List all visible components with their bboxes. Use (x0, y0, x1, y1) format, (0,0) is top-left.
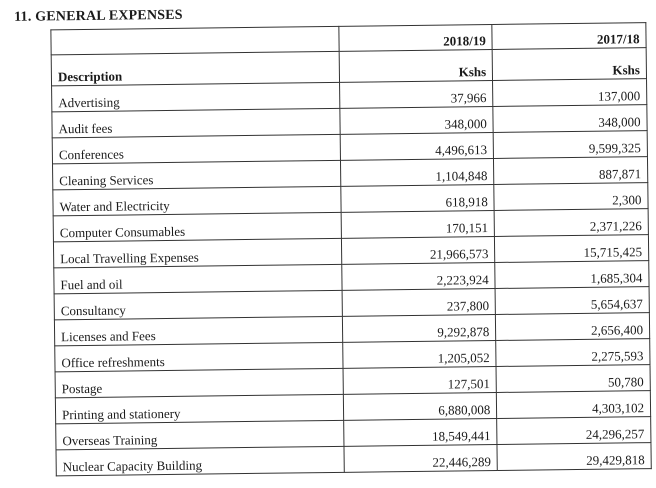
row-description: Nuclear Capacity Building (56, 446, 344, 476)
row-amount-2017-18: 2,275,593 (496, 339, 650, 367)
row-amount-2017-18: 5,654,637 (495, 287, 649, 315)
row-description: Cleaning Services (53, 160, 341, 190)
row-description: Advertising (52, 82, 340, 112)
row-amount-2018-19: 22,446,289 (344, 444, 498, 472)
general-expenses-table (50, 22, 651, 476)
row-amount-2018-19: 9,292,878 (342, 314, 496, 342)
row-amount-2017-18: 29,429,818 (497, 443, 651, 471)
row-description: Audit fees (52, 108, 340, 138)
row-amount-2018-19: 37,966 (339, 80, 493, 108)
row-amount-2018-19: 1,104,848 (340, 158, 494, 186)
row-description: Office refreshments (55, 342, 343, 372)
row-amount-2017-18: 2,300 (494, 183, 648, 211)
row-amount-2018-19: 6,880,008 (343, 392, 497, 420)
row-amount-2017-18: 15,715,425 (495, 235, 649, 263)
row-amount-2018-19: 618,918 (340, 184, 494, 212)
row-description: Fuel and oil (54, 264, 342, 294)
blank-header-cell (51, 26, 339, 55)
row-description: Water and Electricity (53, 186, 341, 216)
row-amount-2018-19: 18,549,441 (343, 418, 497, 446)
row-amount-2018-19: 21,966,573 (341, 236, 495, 264)
row-amount-2017-18: 4,303,102 (497, 391, 651, 419)
row-description: Printing and stationery (55, 394, 343, 424)
row-description: Computer Consumables (53, 212, 341, 242)
row-amount-2017-18: 348,000 (493, 105, 647, 133)
row-description: Conferences (52, 134, 340, 164)
row-amount-2018-19: 127,501 (343, 366, 497, 394)
row-description: Consultancy (54, 290, 342, 320)
row-amount-2018-19: 348,000 (339, 106, 493, 134)
description-header: Description (51, 51, 339, 86)
currency-prior-header: Kshs (492, 48, 646, 81)
row-amount-2017-18: 137,000 (493, 79, 647, 107)
row-amount-2018-19: 170,151 (341, 210, 495, 238)
row-description: Postage (55, 368, 343, 398)
row-description: Local Travelling Expenses (53, 238, 341, 268)
row-amount-2018-19: 1,205,052 (342, 340, 496, 368)
row-amount-2017-18: 2,371,226 (494, 209, 648, 237)
row-amount-2018-19: 237,800 (342, 288, 496, 316)
row-amount-2017-18: 50,780 (496, 365, 650, 393)
year-prior-header: 2017/18 (492, 23, 646, 50)
row-amount-2017-18: 1,685,304 (495, 261, 649, 289)
year-current-header: 2018/19 (338, 24, 492, 51)
row-amount-2017-18: 9,599,325 (493, 131, 647, 159)
row-description: Overseas Training (56, 420, 344, 450)
row-amount-2018-19: 4,496,613 (340, 132, 494, 160)
row-amount-2018-19: 2,223,924 (341, 262, 495, 290)
section-heading: 11. GENERAL EXPENSES (14, 7, 183, 25)
row-amount-2017-18: 2,656,400 (496, 313, 650, 341)
currency-current-header: Kshs (339, 49, 493, 82)
row-amount-2017-18: 24,296,257 (497, 417, 651, 445)
row-description: Licenses and Fees (54, 316, 342, 346)
row-amount-2017-18: 887,871 (494, 157, 648, 185)
